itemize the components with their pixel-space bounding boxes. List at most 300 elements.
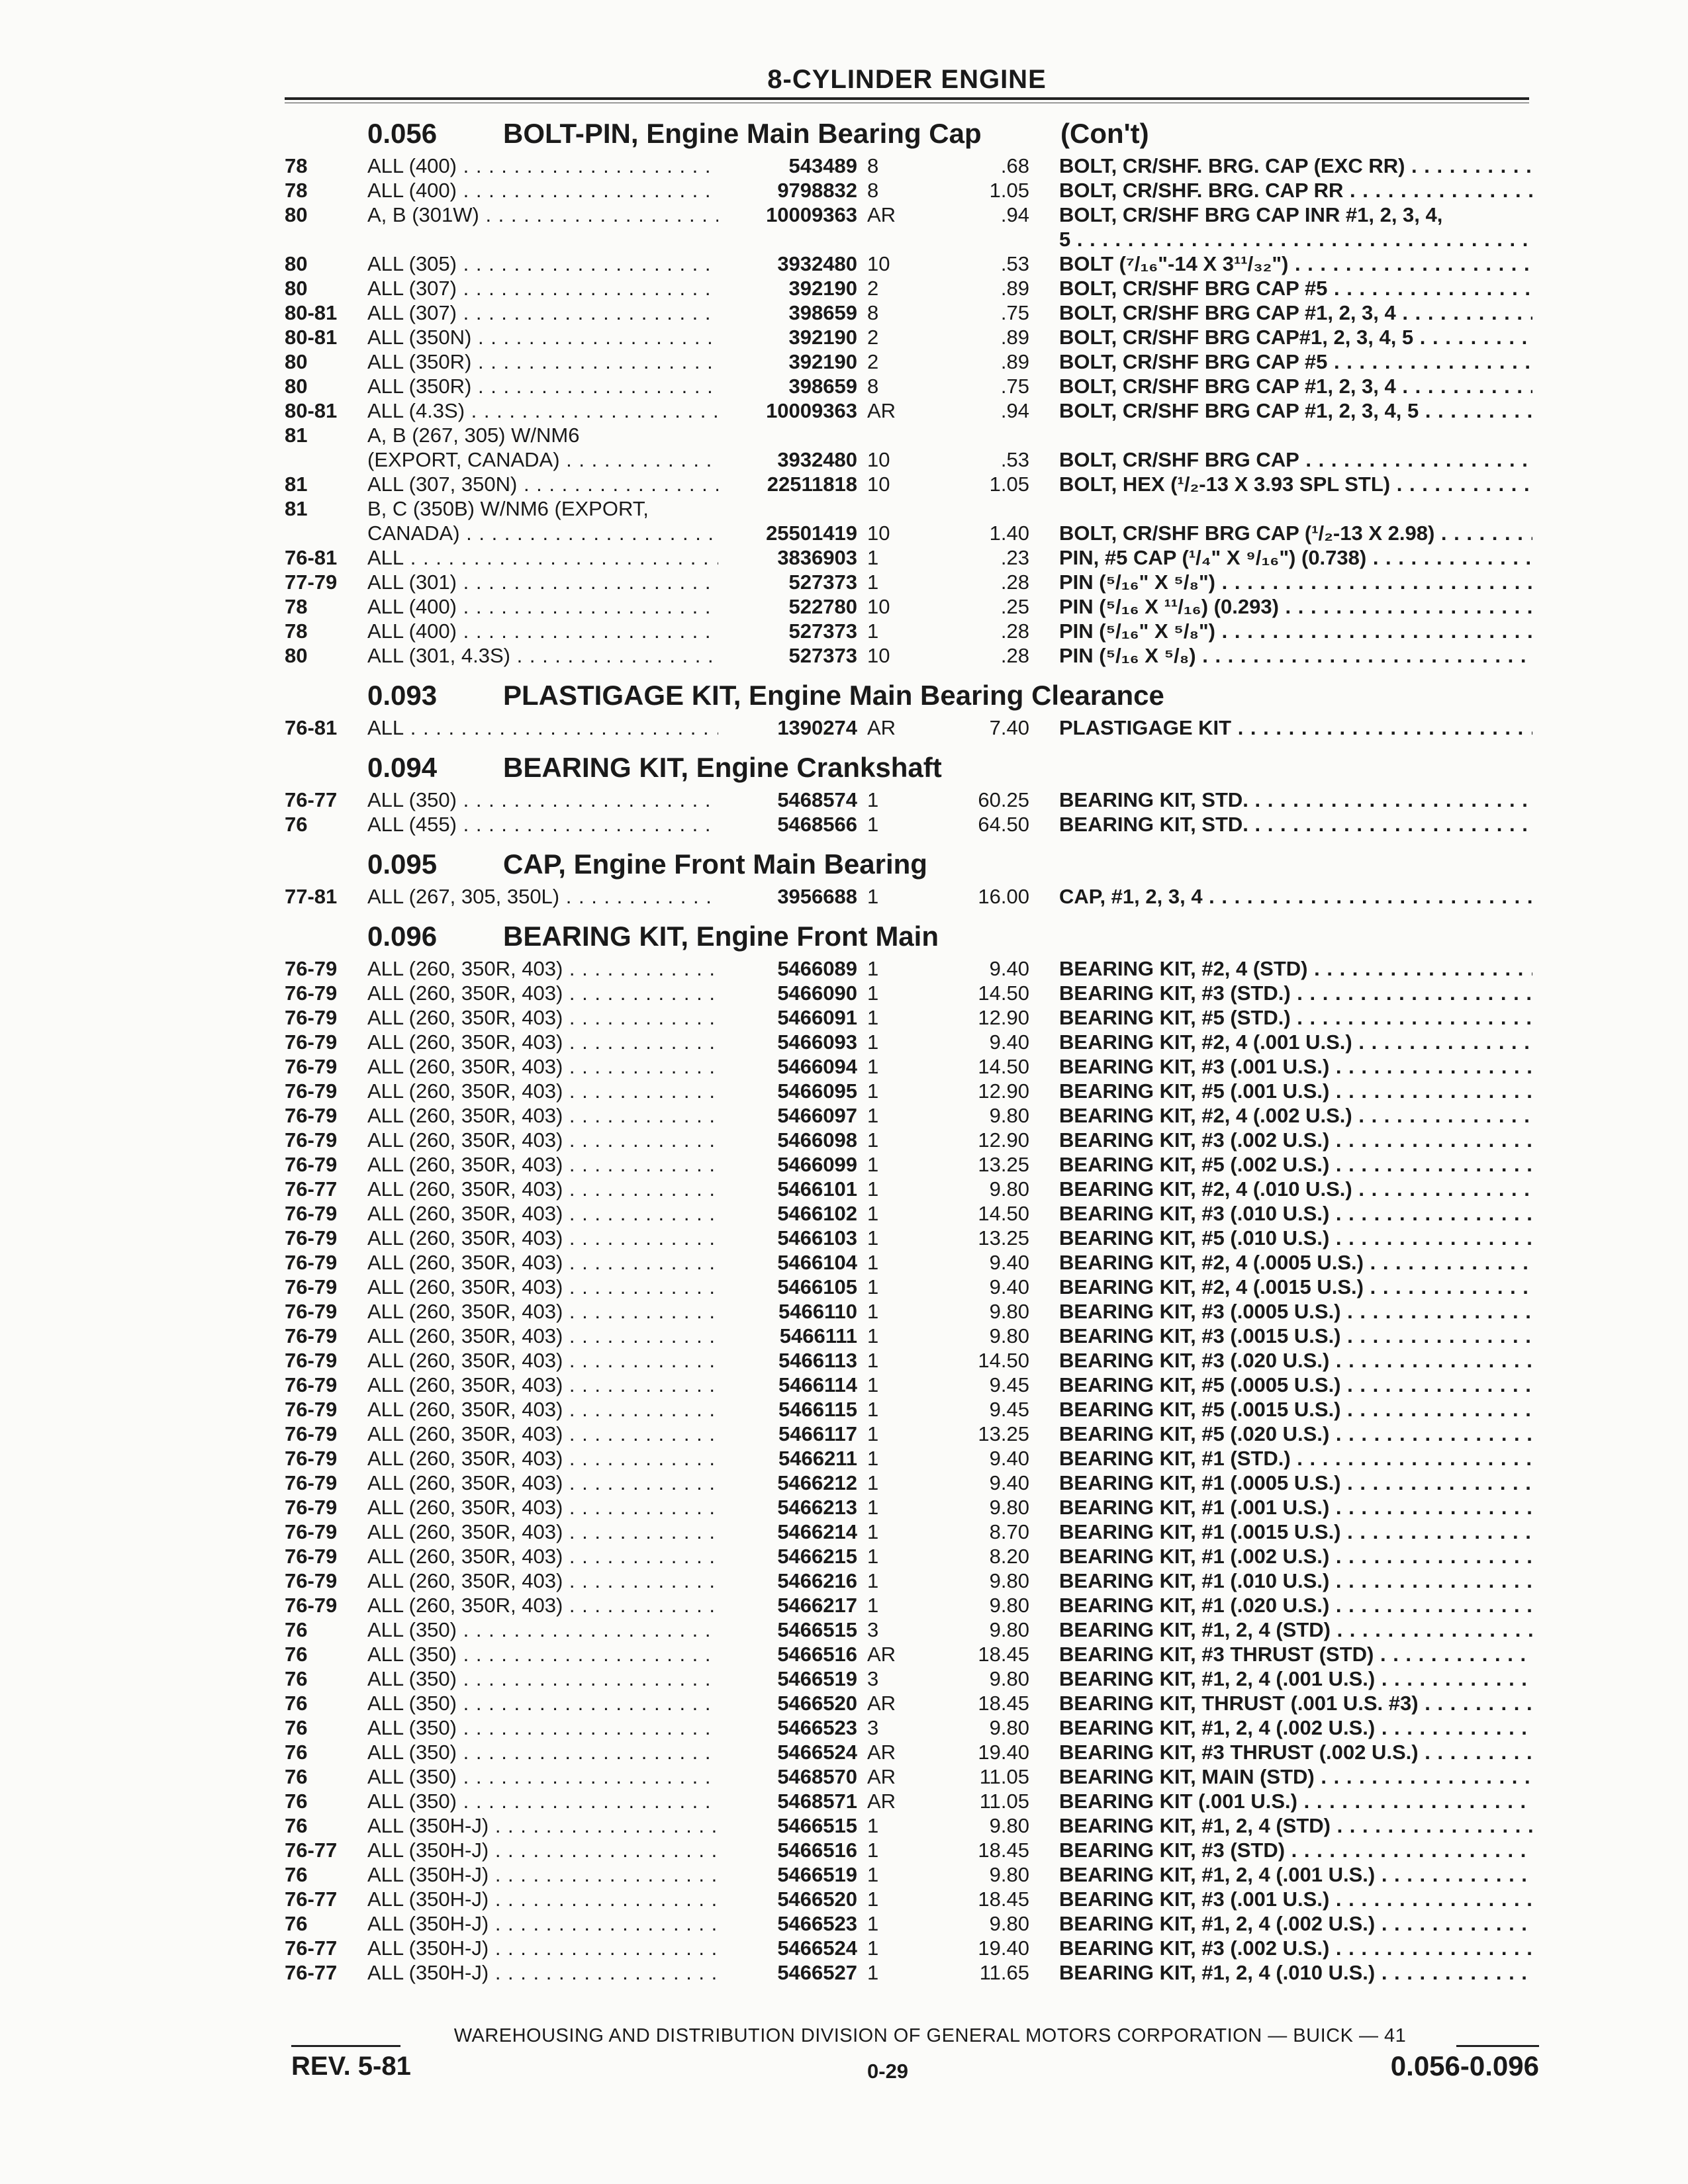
quantity: 1 xyxy=(867,1961,879,1984)
table-row xyxy=(0,1299,1688,1324)
quantity: 10 xyxy=(867,473,890,496)
quantity: 1 xyxy=(867,1202,879,1225)
quantity: 1 xyxy=(867,1349,879,1372)
part-number: 9798832 xyxy=(777,179,857,202)
engine-model: ALL (260, 350R, 403) . . . xyxy=(367,1495,718,1520)
table-row xyxy=(0,594,1688,619)
model-year: 80 xyxy=(285,277,308,300)
part-number: 5466524 xyxy=(777,1936,857,1960)
part-number: 5466095 xyxy=(777,1079,857,1103)
quantity: 1 xyxy=(867,1128,879,1152)
part-number: 3956688 xyxy=(777,885,857,908)
table-row xyxy=(0,1642,1688,1666)
table-row xyxy=(0,1030,1688,1054)
part-number: 5466520 xyxy=(777,1692,857,1715)
price: 9.40 xyxy=(989,1251,1029,1274)
model-year: 76-77 xyxy=(285,1839,338,1862)
part-number: 5466097 xyxy=(777,1104,857,1127)
description: BEARING KIT, #5 (.0015 U.S.) . . . xyxy=(1059,1397,1532,1422)
engine-model: ALL (350H-J) . . . xyxy=(367,1838,718,1862)
part-number: 5466117 xyxy=(778,1422,857,1445)
price: 9.80 xyxy=(989,1569,1029,1592)
part-number: 5466523 xyxy=(777,1912,857,1935)
part-number: 5466212 xyxy=(777,1471,857,1494)
price: 9.80 xyxy=(989,1300,1029,1323)
price: 9.45 xyxy=(989,1398,1029,1421)
model-year: 76-79 xyxy=(285,1300,338,1323)
engine-model: ALL . . . xyxy=(367,545,718,570)
description: BEARING KIT, #3 (.001 U.S.) . . . xyxy=(1059,1887,1532,1911)
engine-model: CANADA) . . . xyxy=(367,521,718,545)
quantity: 1 xyxy=(867,1177,879,1201)
price: 12.90 xyxy=(978,1079,1029,1103)
table-row xyxy=(0,178,1688,203)
table-row xyxy=(0,1691,1688,1715)
part-number: 527373 xyxy=(788,644,857,667)
table-row xyxy=(0,1666,1688,1691)
engine-model: ALL (350) . . . xyxy=(367,788,718,812)
price: 9.40 xyxy=(989,1275,1029,1298)
section-continued: (Con't) xyxy=(1060,118,1149,149)
table-row xyxy=(0,1152,1688,1177)
engine-model: ALL (260, 350R, 403) . . . xyxy=(367,1569,718,1593)
engine-model: ALL (260, 350R, 403) . . . xyxy=(367,1054,718,1079)
model-year: 78 xyxy=(285,179,308,202)
table-row xyxy=(0,1764,1688,1789)
part-number: 522780 xyxy=(788,595,857,618)
model-year: 76-79 xyxy=(285,1520,338,1543)
model-year: 77-81 xyxy=(285,885,338,908)
part-number: 10009363 xyxy=(766,399,857,422)
quantity: 10 xyxy=(867,448,890,471)
table-row xyxy=(0,1348,1688,1373)
model-year: 76 xyxy=(285,1765,308,1788)
price: 9.40 xyxy=(989,1447,1029,1470)
engine-model: ALL (267, 305, 350L) . . . xyxy=(367,884,718,909)
part-number: 22511818 xyxy=(767,473,857,496)
footer-rule-left xyxy=(291,2045,400,2047)
description: BEARING KIT, STD. . . . xyxy=(1059,788,1532,812)
engine-model: ALL (260, 350R, 403) . . . xyxy=(367,1422,718,1446)
price: .25 xyxy=(1000,595,1029,618)
quantity: 1 xyxy=(867,1912,879,1935)
engine-model: ALL (350R) . . . xyxy=(367,349,718,374)
part-number: 392190 xyxy=(788,326,857,349)
part-number: 5468574 xyxy=(777,788,857,811)
quantity: 1 xyxy=(867,1300,879,1323)
model-year: 76 xyxy=(285,1618,308,1641)
model-year: 80-81 xyxy=(285,399,338,422)
quantity: 1 xyxy=(867,1275,879,1298)
engine-model: ALL (350) . . . xyxy=(367,1715,718,1740)
model-year: 76-79 xyxy=(285,1447,338,1470)
quantity: 1 xyxy=(867,1839,879,1862)
table-row xyxy=(0,423,1688,447)
engine-model: A, B (301W) . . . xyxy=(367,203,718,227)
table-row xyxy=(0,1373,1688,1397)
description: BEARING KIT, #5 (.001 U.S.) . . . xyxy=(1059,1079,1532,1103)
model-year: 76 xyxy=(285,1741,308,1764)
model-year: 76-79 xyxy=(285,957,338,980)
part-number: 5466515 xyxy=(777,1814,857,1837)
model-year: 76-81 xyxy=(285,716,338,739)
price: 14.50 xyxy=(978,1055,1029,1078)
description: BEARING KIT, #3 (STD) . . . xyxy=(1059,1838,1532,1862)
table-row xyxy=(0,619,1688,643)
table-row xyxy=(0,545,1688,570)
price: 9.80 xyxy=(989,1594,1029,1617)
model-year: 81 xyxy=(285,473,308,496)
table-row xyxy=(0,1128,1688,1152)
model-year: 81 xyxy=(285,424,308,447)
part-number: 25501419 xyxy=(766,522,857,545)
description: BEARING KIT, #1 (.002 U.S.) . . . xyxy=(1059,1544,1532,1569)
section-number: 0.096 xyxy=(367,921,438,952)
table-row xyxy=(0,1422,1688,1446)
footer-division: WAREHOUSING AND DISTRIBUTION DIVISION OF GENERAL MOTORS CORPORATION — BUICK — 41 xyxy=(453,2025,1407,2046)
part-number: 5466516 xyxy=(777,1839,857,1862)
part-number: 398659 xyxy=(788,375,857,398)
description: BOLT, CR/SHF BRG CAP #1, 2, 3, 4 . . . xyxy=(1059,374,1532,398)
model-year: 76-79 xyxy=(285,1594,338,1617)
table-row xyxy=(0,1103,1688,1128)
description: BEARING KIT, #3 THRUST (STD) . . . xyxy=(1059,1642,1532,1666)
quantity: 1 xyxy=(867,957,879,980)
description: BEARING KIT, #3 (.0005 U.S.) . . . xyxy=(1059,1299,1532,1324)
quantity: 8 xyxy=(867,154,879,177)
description: BEARING KIT, #1 (.020 U.S.) . . . xyxy=(1059,1593,1532,1617)
model-year: 78 xyxy=(285,619,308,643)
quantity: 1 xyxy=(867,1422,879,1445)
part-number: 5466103 xyxy=(777,1226,857,1250)
model-year: 76 xyxy=(285,813,308,836)
engine-model: ALL (260, 350R, 403) . . . xyxy=(367,956,718,981)
table-row xyxy=(0,251,1688,276)
engine-model: ALL (400) . . . xyxy=(367,594,718,619)
price: .23 xyxy=(1000,546,1029,569)
price: 9.40 xyxy=(989,1471,1029,1494)
quantity: AR xyxy=(867,1741,896,1764)
quantity: 2 xyxy=(867,350,879,373)
description: BOLT, CR/SHF BRG CAP #1, 2, 3, 4, 5 . . . xyxy=(1059,398,1532,423)
part-number: 527373 xyxy=(788,619,857,643)
description: BEARING KIT, #1 (.0005 U.S.) . . . xyxy=(1059,1471,1532,1495)
price: 14.50 xyxy=(978,1349,1029,1372)
engine-model: ALL (260, 350R, 403) . . . xyxy=(367,1177,718,1201)
part-number: 5466110 xyxy=(778,1300,857,1323)
description: BEARING KIT, #2, 4 (.0015 U.S.) . . . xyxy=(1059,1275,1532,1299)
section-title: BEARING KIT, Engine Front Main xyxy=(503,921,939,952)
quantity: 3 xyxy=(867,1618,879,1641)
engine-model: ALL (260, 350R, 403) . . . xyxy=(367,1030,718,1054)
engine-model: ALL (307) . . . xyxy=(367,300,718,325)
model-year: 76 xyxy=(285,1667,308,1690)
description: BEARING KIT, #2, 4 (.010 U.S.) . . . xyxy=(1059,1177,1532,1201)
price: 9.80 xyxy=(989,1667,1029,1690)
model-year: 76-79 xyxy=(285,1251,338,1274)
description: BEARING KIT, #3 (STD.) . . . xyxy=(1059,981,1532,1005)
price: .53 xyxy=(1000,448,1029,471)
quantity: AR xyxy=(867,1692,896,1715)
price: 13.25 xyxy=(978,1226,1029,1250)
table-row xyxy=(0,1495,1688,1520)
description: BEARING KIT, #3 (.0015 U.S.) . . . xyxy=(1059,1324,1532,1348)
description: BEARING KIT, #3 (.020 U.S.) . . . xyxy=(1059,1348,1532,1373)
engine-model: ALL (260, 350R, 403) . . . xyxy=(367,1079,718,1103)
part-number: 5466089 xyxy=(777,957,857,980)
table-row xyxy=(0,981,1688,1005)
description: BEARING KIT, #5 (.002 U.S.) . . . xyxy=(1059,1152,1532,1177)
model-year: 76 xyxy=(285,1912,308,1935)
part-number: 3932480 xyxy=(777,252,857,275)
price: .89 xyxy=(1000,350,1029,373)
table-row xyxy=(0,203,1688,227)
price: .75 xyxy=(1000,375,1029,398)
quantity: AR xyxy=(867,1790,896,1813)
section-title: BOLT-PIN, Engine Main Bearing Cap xyxy=(503,118,982,149)
price: 14.50 xyxy=(978,981,1029,1005)
part-number: 392190 xyxy=(788,277,857,300)
description: BEARING KIT, #1, 2, 4 (.001 U.S.) . . . xyxy=(1059,1666,1532,1691)
engine-model: ALL (260, 350R, 403) . . . xyxy=(367,1275,718,1299)
quantity: AR xyxy=(867,1765,896,1788)
table-row xyxy=(0,643,1688,668)
engine-model: ALL (350H-J) . . . xyxy=(367,1960,718,1985)
engine-model: ALL (260, 350R, 403) . . . xyxy=(367,1373,718,1397)
quantity: 1 xyxy=(867,1888,879,1911)
table-row xyxy=(0,1054,1688,1079)
description: BOLT, CR/SHF BRG CAP #5 . . . xyxy=(1059,349,1532,374)
description: BOLT, CR/SHF BRG CAP INR #1, 2, 3, 4, xyxy=(1059,203,1443,226)
table-row xyxy=(0,521,1688,545)
quantity: 1 xyxy=(867,1545,879,1568)
model-year: 76 xyxy=(285,1716,308,1739)
table-row xyxy=(0,398,1688,423)
model-year: 76-79 xyxy=(285,1422,338,1445)
description: PIN, #5 CAP (¹/₄" X ⁹/₁₆") (0.738) . . . xyxy=(1059,545,1532,570)
table-row xyxy=(0,300,1688,325)
quantity: 1 xyxy=(867,1104,879,1127)
description: BOLT, CR/SHF. BRG. CAP RR . . . xyxy=(1059,178,1532,203)
description: PIN (⁵/₁₆ X ¹¹/₁₆) (0.293) . . . xyxy=(1059,594,1532,619)
model-year: 76 xyxy=(285,1692,308,1715)
price: 64.50 xyxy=(978,813,1029,836)
engine-model: ALL (350H-J) . . . xyxy=(367,1813,718,1838)
table-row xyxy=(0,374,1688,398)
part-number: 5466104 xyxy=(777,1251,857,1274)
model-year: 76-79 xyxy=(285,1153,338,1176)
quantity: 1 xyxy=(867,1496,879,1519)
model-year: 80 xyxy=(285,203,308,226)
part-number: 5466213 xyxy=(777,1496,857,1519)
quantity: 1 xyxy=(867,981,879,1005)
model-year: 76-79 xyxy=(285,1104,338,1127)
table-row xyxy=(0,570,1688,594)
model-year: 76 xyxy=(285,1790,308,1813)
model-year: 76-79 xyxy=(285,1545,338,1568)
model-year: 80 xyxy=(285,375,308,398)
price: 9.40 xyxy=(989,1030,1029,1054)
quantity: 1 xyxy=(867,1373,879,1396)
price: 18.45 xyxy=(978,1839,1029,1862)
price: 18.45 xyxy=(978,1692,1029,1715)
table-row xyxy=(0,884,1688,909)
description: BEARING KIT, #3 THRUST (.002 U.S.) . . . xyxy=(1059,1740,1532,1764)
description: BEARING KIT (.001 U.S.) . . . xyxy=(1059,1789,1532,1813)
price: .94 xyxy=(1000,203,1029,226)
quantity: 2 xyxy=(867,277,879,300)
model-year: 76-77 xyxy=(285,1961,338,1984)
table-row xyxy=(0,1471,1688,1495)
description: PIN (⁵/₁₆ X ⁵/₈) . . . xyxy=(1059,643,1532,668)
table-row xyxy=(0,1397,1688,1422)
description: BOLT, CR/SHF BRG CAP #1, 2, 3, 4 . . . xyxy=(1059,300,1532,325)
description: BOLT, CR/SHF BRG CAP#1, 2, 3, 4, 5 . . . xyxy=(1059,325,1532,349)
table-row xyxy=(0,1911,1688,1936)
quantity: 1 xyxy=(867,1447,879,1470)
quantity: 3 xyxy=(867,1716,879,1739)
part-number: 5466099 xyxy=(777,1153,857,1176)
part-number: 543489 xyxy=(788,154,857,177)
table-row xyxy=(0,496,1688,521)
price: 19.40 xyxy=(978,1936,1029,1960)
footer-rule-right xyxy=(1456,2045,1539,2047)
quantity: 1 xyxy=(867,1520,879,1543)
model-year: 78 xyxy=(285,154,308,177)
part-number: 5466515 xyxy=(777,1618,857,1641)
description: BOLT (⁷/₁₆"-14 X 3¹¹/₃₂") . . . xyxy=(1059,251,1532,276)
model-year: 76-79 xyxy=(285,981,338,1005)
page-number: 0-29 xyxy=(867,2060,909,2083)
engine-model: ALL (4.3S) . . . xyxy=(367,398,718,423)
part-number: 5466216 xyxy=(777,1569,857,1592)
section-range: 0.056-0.096 xyxy=(1390,2050,1539,2081)
quantity: 1 xyxy=(867,546,879,569)
part-number: 5466523 xyxy=(777,1716,857,1739)
part-number: 5466215 xyxy=(777,1545,857,1568)
model-year: 76-79 xyxy=(285,1324,338,1347)
model-year: 80-81 xyxy=(285,301,338,324)
quantity: 1 xyxy=(867,1569,879,1592)
model-year: 80 xyxy=(285,644,308,667)
description: PIN (⁵/₁₆" X ⁵/₈") . . . xyxy=(1059,570,1532,594)
part-number: 5466102 xyxy=(777,1202,857,1225)
engine-model: ALL (301, 4.3S) . . . xyxy=(367,643,718,668)
engine-model: ALL (305) . . . xyxy=(367,251,718,276)
engine-model: ALL (260, 350R, 403) . . . xyxy=(367,1128,718,1152)
description: PLASTIGAGE KIT . . . xyxy=(1059,715,1532,740)
model-year: 76-79 xyxy=(285,1471,338,1494)
description: BEARING KIT, #2, 4 (.001 U.S.) . . . xyxy=(1059,1030,1532,1054)
part-number: 5466527 xyxy=(777,1961,857,1984)
model-year: 76-79 xyxy=(285,1128,338,1152)
quantity: 1 xyxy=(867,619,879,643)
part-number: 5466516 xyxy=(777,1643,857,1666)
description: BEARING KIT, #5 (.020 U.S.) . . . xyxy=(1059,1422,1532,1446)
description: BOLT, CR/SHF BRG CAP #5 . . . xyxy=(1059,276,1532,300)
description: 5 . . . xyxy=(1059,227,1532,251)
quantity: 1 xyxy=(867,1863,879,1886)
table-row xyxy=(0,788,1688,812)
description: CAP, #1, 2, 3, 4 . . . xyxy=(1059,884,1532,909)
engine-model: ALL (350) . . . xyxy=(367,1789,718,1813)
quantity: 1 xyxy=(867,1006,879,1029)
engine-model: ALL (350) . . . xyxy=(367,1764,718,1789)
description: BOLT, HEX (¹/₂-13 X 3.93 SPL STL) . . . xyxy=(1059,472,1532,496)
table-row xyxy=(0,472,1688,496)
description: BEARING KIT, #1, 2, 4 (.001 U.S.) . . . xyxy=(1059,1862,1532,1887)
part-number: 5466113 xyxy=(778,1349,857,1372)
engine-model: ALL (350H-J) . . . xyxy=(367,1887,718,1911)
part-number: 5466211 xyxy=(778,1447,857,1470)
model-year: 81 xyxy=(285,497,308,520)
quantity: 1 xyxy=(867,1079,879,1103)
quantity: 1 xyxy=(867,1055,879,1078)
engine-model: B, C (350B) W/NM6 (EXPORT, xyxy=(367,497,649,520)
price: .28 xyxy=(1000,644,1029,667)
engine-model: ALL (301) . . . xyxy=(367,570,718,594)
price: 9.80 xyxy=(989,1104,1029,1127)
model-year: 76-77 xyxy=(285,1936,338,1960)
price: .28 xyxy=(1000,570,1029,594)
model-year: 76-79 xyxy=(285,1006,338,1029)
price: 9.45 xyxy=(989,1373,1029,1396)
table-row xyxy=(0,1569,1688,1593)
model-year: 76 xyxy=(285,1643,308,1666)
description: BEARING KIT, #3 (.002 U.S.) . . . xyxy=(1059,1936,1532,1960)
engine-model: ALL (260, 350R, 403) . . . xyxy=(367,1152,718,1177)
engine-model: ALL (350) . . . xyxy=(367,1740,718,1764)
price: 8.20 xyxy=(989,1545,1029,1568)
quantity: 1 xyxy=(867,570,879,594)
part-number: 398659 xyxy=(788,301,857,324)
part-number: 3932480 xyxy=(777,448,857,471)
table-row xyxy=(0,1617,1688,1642)
description: BEARING KIT, #2, 4 (.002 U.S.) . . . xyxy=(1059,1103,1532,1128)
quantity: AR xyxy=(867,716,896,739)
engine-model: ALL (350H-J) . . . xyxy=(367,1911,718,1936)
model-year: 80 xyxy=(285,252,308,275)
table-row xyxy=(0,1324,1688,1348)
price: 11.05 xyxy=(979,1790,1029,1813)
part-number: 1390274 xyxy=(777,716,857,739)
engine-model: ALL (400) . . . xyxy=(367,154,718,178)
revision-label: REV. 5-81 xyxy=(291,2052,411,2081)
price: 18.45 xyxy=(978,1643,1029,1666)
table-row xyxy=(0,1079,1688,1103)
quantity: 1 xyxy=(867,1814,879,1837)
price: .53 xyxy=(1000,252,1029,275)
table-row xyxy=(0,956,1688,981)
engine-model: ALL (350R) . . . xyxy=(367,374,718,398)
table-row xyxy=(0,715,1688,740)
part-number: 5468571 xyxy=(777,1790,857,1813)
price: 16.00 xyxy=(978,885,1029,908)
engine-model: ALL (260, 350R, 403) . . . xyxy=(367,1005,718,1030)
description: BEARING KIT, #1 (.001 U.S.) . . . xyxy=(1059,1495,1532,1520)
table-row xyxy=(0,1544,1688,1569)
engine-model: ALL (260, 350R, 403) . . . xyxy=(367,1397,718,1422)
engine-model: ALL (260, 350R, 403) . . . xyxy=(367,1201,718,1226)
model-year: 76-79 xyxy=(285,1398,338,1421)
price: 19.40 xyxy=(978,1741,1029,1764)
price: 11.65 xyxy=(979,1961,1029,1984)
model-year: 76-79 xyxy=(285,1079,338,1103)
description: BEARING KIT, #1 (.010 U.S.) . . . xyxy=(1059,1569,1532,1593)
section-title: CAP, Engine Front Main Bearing xyxy=(503,848,927,880)
description: BEARING KIT, #2, 4 (STD) . . . xyxy=(1059,956,1532,981)
section-title: BEARING KIT, Engine Crankshaft xyxy=(503,752,942,783)
